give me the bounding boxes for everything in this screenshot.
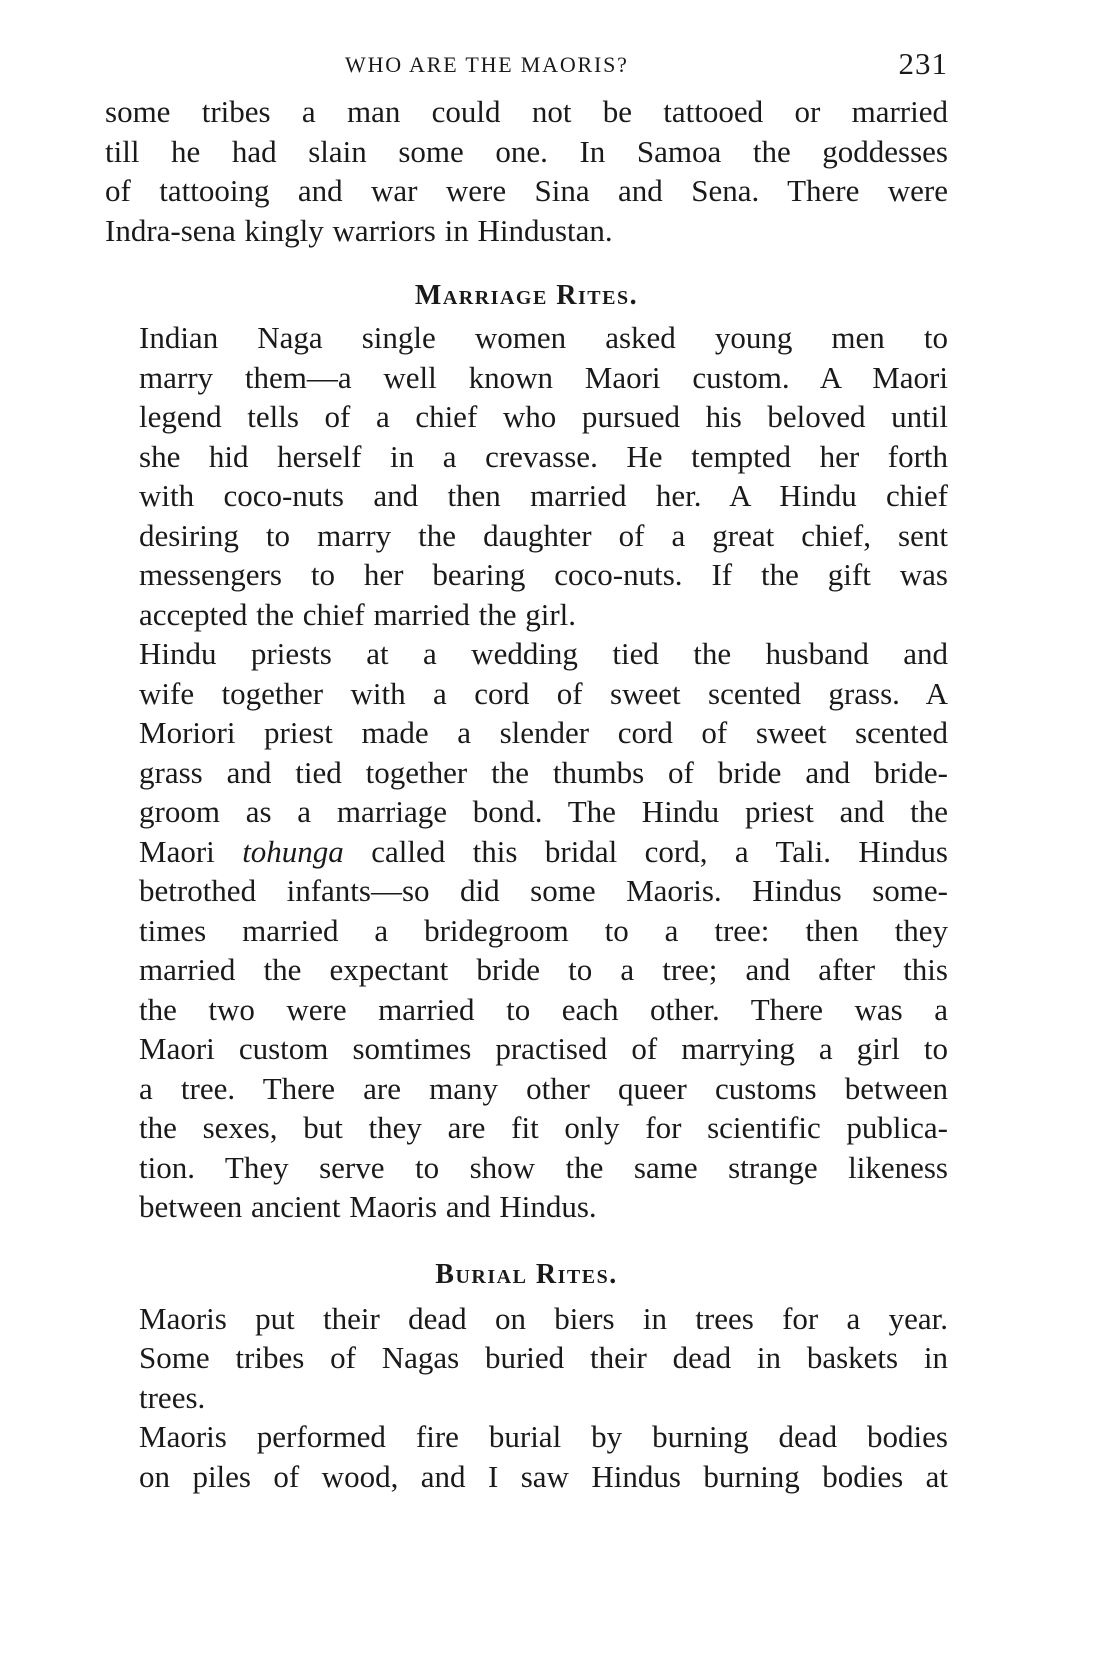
section-heading-burial-rites: Burial Rites. [435,1258,618,1290]
text-line: legend tells of a chief who pursued his beloved until [139,399,948,434]
text-fragment: called this bridal cord, a Tali. Hindus [343,833,948,869]
text-line: the two were married to each other. There was a [139,991,948,1027]
text-line: of tattooing and war were Sina and Sena. There were [105,173,948,208]
paragraph-naga-marriage [105,318,948,634]
text-line: till he had slain some one. In Samoa the goddesses [105,133,948,169]
text-line: Hindu priests at a wedding tied the husband and [139,636,948,671]
text-line: married the expectant bride to a tree; and after this [139,952,948,987]
text-line: betrothed infants—so did some Maoris. Hindus some- [139,873,948,908]
text-line: the sexes, but they are fit only for scientific publica- [139,1110,948,1145]
section-heading-marriage-rites: Marriage Rites. [414,280,639,311]
text-line: wife together with a cord of sweet scented grass. A [139,675,948,711]
text-line: groom as a marriage bond. The Hindu priest and the [139,794,948,829]
paragraph-fire-burial [105,1417,948,1496]
book-page [105,40,948,1496]
text-line: Indra-sena kingly warriors in Hindustan. [105,212,613,248]
text-line: marry them—a well known Maori custom. A Maori [139,359,948,395]
paragraph-wedding-cord [105,634,948,1227]
text-line: with coco-nuts and then married her. A Hindu chief [139,478,948,513]
text-line: times married a bridegroom to a tree: then they [139,912,948,948]
paragraph-continuation [105,92,948,250]
text-line: she hid herself in a crevasse. He tempted her forth [139,438,948,474]
running-title: WHO ARE THE MAORIS? [345,52,629,77]
text-line [105,832,948,872]
running-header [105,40,948,92]
text-line: Indian Naga single women asked young men to [139,320,948,355]
text-line: on piles of wood, and I saw Hindus burning bodies at [139,1458,948,1494]
text-line: Some tribes of Nagas buried their dead in baskets in [139,1340,948,1375]
paragraph-tree-burial [105,1299,948,1418]
text-line: trees. [139,1379,206,1415]
text-line: grass and tied together the thumbs of bride and bride- [139,754,948,790]
text-line: Maori custom somtimes practised of marrying a girl to [139,1031,948,1066]
text-line: Maoris put their dead on biers in trees for a year. [139,1300,948,1336]
text-line: accepted the chief married the girl. [139,596,577,632]
text-line: between ancient Maoris and Hindus. [139,1189,597,1224]
text-line: some tribes a man could not be tattooed or married [105,94,948,129]
text-line: Moriori priest made a slender cord of sweet scented [139,715,948,750]
text-line: desiring to marry the daughter of a great chief, sent [139,517,948,553]
text-fragment: Maori [139,833,243,869]
italic-term-tohunga: tohunga [242,833,344,869]
text-line: tion. They serve to show the same strange likeness [139,1149,948,1185]
text-line: a tree. There are many other queer customs between [139,1070,948,1106]
page-number: 231 [898,46,948,81]
text-line: messengers to her bearing coco-nuts. If the gift was [139,557,948,592]
text-line: Maoris performed fire burial by burning dead bodies [139,1419,948,1454]
